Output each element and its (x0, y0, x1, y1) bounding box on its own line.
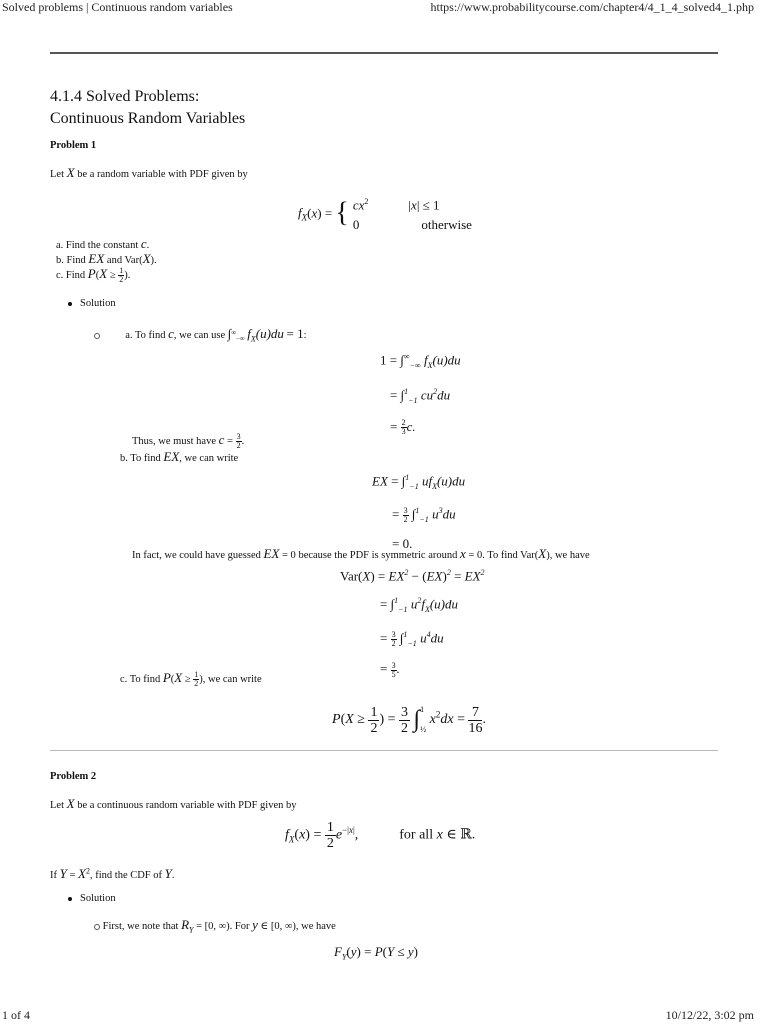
problem1-solution-item: Solution (68, 298, 116, 309)
problem1-solution-c: c. To find P(X ≥ $\frac{1}{2}$ ), we can write (120, 670, 262, 689)
problem1-part-a: a. Find the constant c. (56, 236, 150, 251)
problem1-normalization-derivation: $1 = \int^\infty_{-\infty}$ $f_X(u)du$ = ∫$^1_{-1}$ $cu^2du$ = $\frac{2}{3}$ c. (380, 352, 461, 437)
problem1-probability-result: P(X ≥ $\frac{1}{2}$ ) = $\frac{3}{2}$ ∫ 1 ½ $x^2dx$ = $\frac{7}{16}$ . (332, 704, 486, 736)
problem1-heading: Problem 1 (50, 140, 97, 151)
page-title-line2: Continuous Random Variables (50, 110, 246, 127)
browser-page-title: Solved problems | Continuous random variables (2, 0, 233, 14)
problem1-pdf-equation: $f_X(x)$ = { $cx^2$ |x| ≤ 1 0 otherwise (298, 197, 472, 233)
problem1-thus: Thus, we must have c = $\frac{3}{2}$ . (132, 432, 245, 451)
page-url[interactable]: https://www.probabilitycourse.com/chapter4/4_1_4_solved4_1.php (430, 0, 754, 14)
problem1-variance-derivation: $Var(X) = EX^2 - (EX)^2 = EX^2$ = ∫$^1_{-1}$ $u^2f_X(u)du$ = $\frac{3}{2}$ ∫$^1_{-1}$ $u^4du$ = $\frac{3}{5}$ . (340, 568, 485, 679)
circle-bullet-icon (94, 924, 100, 930)
problem1-solution-a: a. To find c, we can use $\int^\infty_{-\infty}$ $f_X(u)du = 1$: (94, 326, 307, 344)
problem1-expectation-derivation: EX = ∫$^1_{-1}$ $uf_X(u)du$ = $\frac{3}{2}$ ∫$^1_{-1}$ $u^3du$ = 0. (372, 473, 466, 551)
problem1-fact: In fact, we could have guessed EX = 0 because the PDF is symmetric around x = 0. To find Var(X), we have (132, 546, 590, 561)
problem2-pdf-equation: $f_X(x)$ = $\frac{1}{2}$ $e^{-|x|}$, for all x ∈ ℝ. (285, 820, 476, 851)
problem2-intro: Let X be a continuous random variable with PDF given by (50, 796, 297, 811)
section-divider (50, 750, 718, 751)
page-title-line1: 4.1.4 Solved Problems: (50, 88, 200, 105)
page-counter: 1 of 4 (2, 1008, 30, 1022)
problem1-intro: Let X be a random variable with PDF given by (50, 165, 248, 180)
problem2-cdf-start: $F_Y(y) = P(Y \le y)$ (334, 944, 418, 962)
bullet-icon (68, 302, 72, 306)
problem1-part-b: b. Find EX and Var(X). (56, 251, 157, 266)
bullet-icon (68, 897, 72, 901)
problem1-part-c: c. Find P(X ≥ $\frac{1}{2}$ ). (56, 266, 131, 285)
problem1-solution-b: b. To find EX, we can write (120, 449, 239, 464)
print-timestamp: 10/12/22, 3:02 pm (665, 1008, 754, 1022)
problem2-question: If $Y = X^2$, find the CDF of Y. (50, 866, 175, 881)
problem2-heading: Problem 2 (50, 771, 97, 782)
circle-bullet-icon (94, 333, 100, 339)
problem2-solution-first: First, we note that $R_Y = [0$, ∞). For y ∈ [0, ∞), we have (94, 917, 336, 935)
problem2-solution-item: Solution (68, 893, 116, 904)
top-divider (50, 52, 718, 54)
page-title (50, 86, 245, 130)
